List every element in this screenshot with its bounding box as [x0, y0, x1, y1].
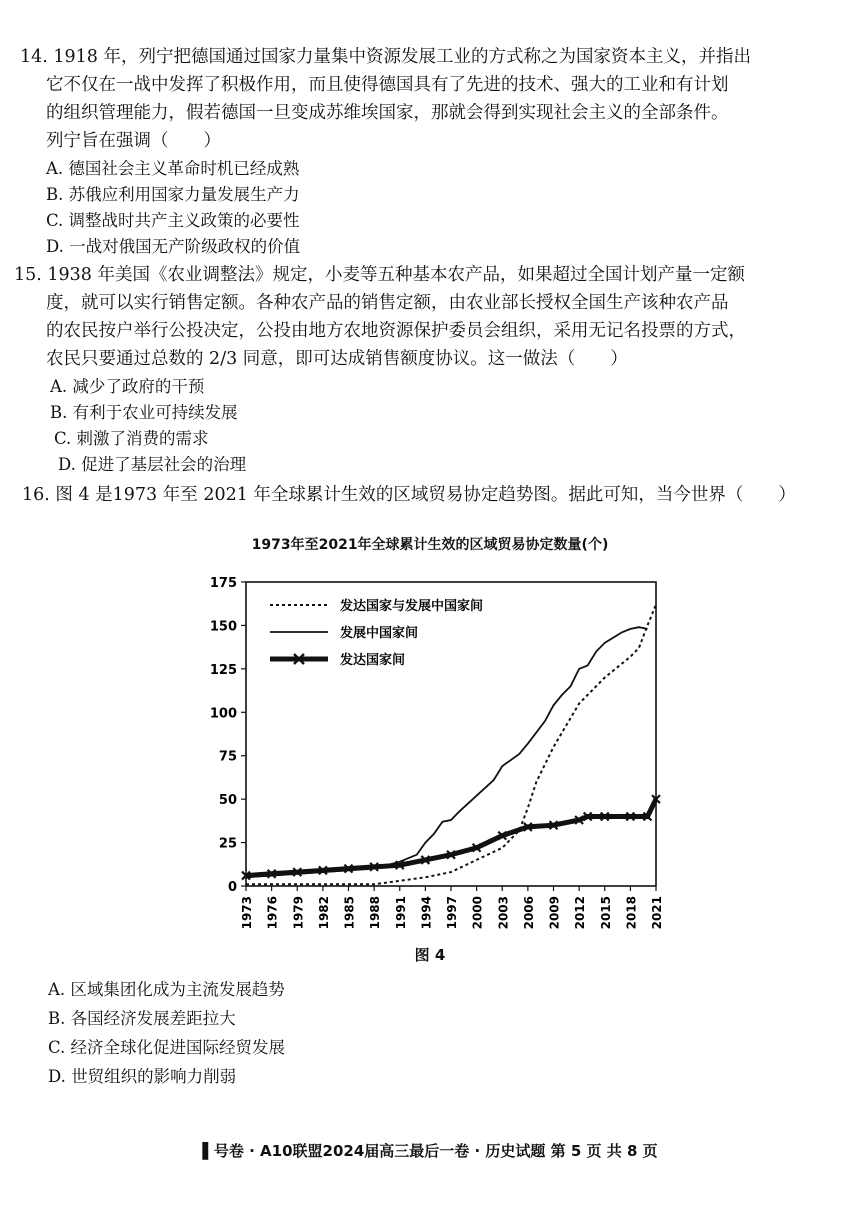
x-tick-label: 2018 [624, 896, 639, 930]
y-tick-label: 100 [209, 706, 237, 722]
y-tick-label: 0 [227, 880, 237, 895]
x-tick-label: 1988 [368, 896, 383, 930]
option-b: B. 各国经济发展差距拉大 [48, 1009, 236, 1028]
option-d: D. 促进了基层社会的治理 [58, 455, 247, 474]
option-b: B. 苏俄应利用国家力量发展生产力 [46, 185, 300, 204]
y-tick-label: 75 [218, 749, 237, 765]
question-stem-line: 度，就可以实行销售定额。各种农产品的销售定额，由农业部长授权全国生产该种农产品 [46, 293, 729, 313]
x-tick-label: 2000 [470, 896, 485, 930]
question-stem-line: 农民只要通过总数的 2/3 同意，即可达成销售额度协议。这一做法（ ） [46, 349, 628, 369]
option-d: D. 世贸组织的影响力削弱 [48, 1067, 237, 1086]
x-tick-label: 1997 [445, 896, 459, 930]
question-stem-line: 它不仅在一战中发挥了积极作用，而且使得德国具有了先进的技术、强大的工业和有计划 [46, 75, 729, 95]
option-a: A. 减少了政府的干预 [50, 377, 205, 396]
option-c: C. 调整战时共产主义政策的必要性 [46, 211, 300, 230]
question-stem-line: 的农民按户举行公投决定，公投由地方农地资源保护委员会组织，采用无记名投票的方式， [46, 321, 746, 341]
y-tick-label: 150 [209, 619, 237, 635]
legend-label: 发展中国家间 [340, 626, 419, 641]
x-tick-label: 1985 [342, 896, 357, 930]
figure-caption: 图 4 [414, 946, 446, 964]
question-stem-line: 16. 图 4 是1973 年至 2021 年全球累计生效的区域贸易协定趋势图。据此可知，当今世界（ ） [22, 485, 796, 505]
line-chart [0, 560, 860, 960]
series-line [246, 627, 648, 877]
x-tick-label: 1991 [393, 896, 408, 930]
option-a: A. 区域集团化成为主流发展趋势 [48, 980, 285, 999]
question-stem-line: 列宁旨在强调（ ） [46, 131, 221, 151]
option-c: C. 经济全球化促进国际经贸发展 [48, 1038, 286, 1057]
x-tick-label: 2012 [573, 896, 588, 930]
option-c: C. 刺激了消费的需求 [54, 429, 209, 448]
question-stem-line: 的组织管理能力，假若德国一旦变成苏维埃国家，那就会得到实现社会主义的全部条件。 [46, 103, 729, 123]
series-line [246, 605, 656, 885]
x-tick-label: 2006 [521, 896, 536, 930]
series-line [246, 799, 656, 876]
option-b: B. 有利于农业可持续发展 [50, 403, 238, 422]
x-tick-label: 2003 [496, 896, 511, 930]
y-tick-label: 125 [209, 662, 237, 678]
y-tick-label: 50 [218, 793, 237, 809]
question-stem-line: 15. 1938 年美国《农业调整法》规定，小麦等五种基本农产品，如果超过全国计划产量一定额 [14, 265, 745, 285]
x-tick-label: 1994 [419, 896, 434, 930]
chart-title: 1973年至2021年全球累计生效的区域贸易协定数量(个) [251, 537, 609, 553]
x-tick-label: 1973 [240, 896, 254, 930]
y-tick-label: 25 [218, 836, 237, 852]
x-tick-label: 2021 [650, 896, 664, 930]
plot-frame [246, 582, 656, 886]
x-tick-label: 2009 [547, 896, 562, 930]
option-d: D. 一战对俄国无产阶级政权的价值 [46, 237, 301, 256]
option-a: A. 德国社会主义革命时机已经成熟 [46, 159, 300, 178]
x-tick-label: 1982 [316, 896, 331, 930]
question-stem-line: 14. 1918 年，列宁把德国通过国家力量集中资源发展工业的方式称之为国家资本主义，并指出 [20, 47, 751, 67]
y-tick-label: 175 [209, 576, 237, 591]
x-tick-label: 2015 [598, 896, 613, 930]
legend-label: 发达国家间 [340, 653, 406, 668]
legend-label: 发达国家与发展中国家间 [340, 599, 484, 614]
x-tick-label: 1976 [265, 896, 280, 930]
page-footer: ▌号卷 · A10联盟2024届高三最后一卷 · 历史试题 第 5 页 共 8 页 [202, 1142, 658, 1160]
x-tick-label: 1979 [291, 896, 306, 930]
